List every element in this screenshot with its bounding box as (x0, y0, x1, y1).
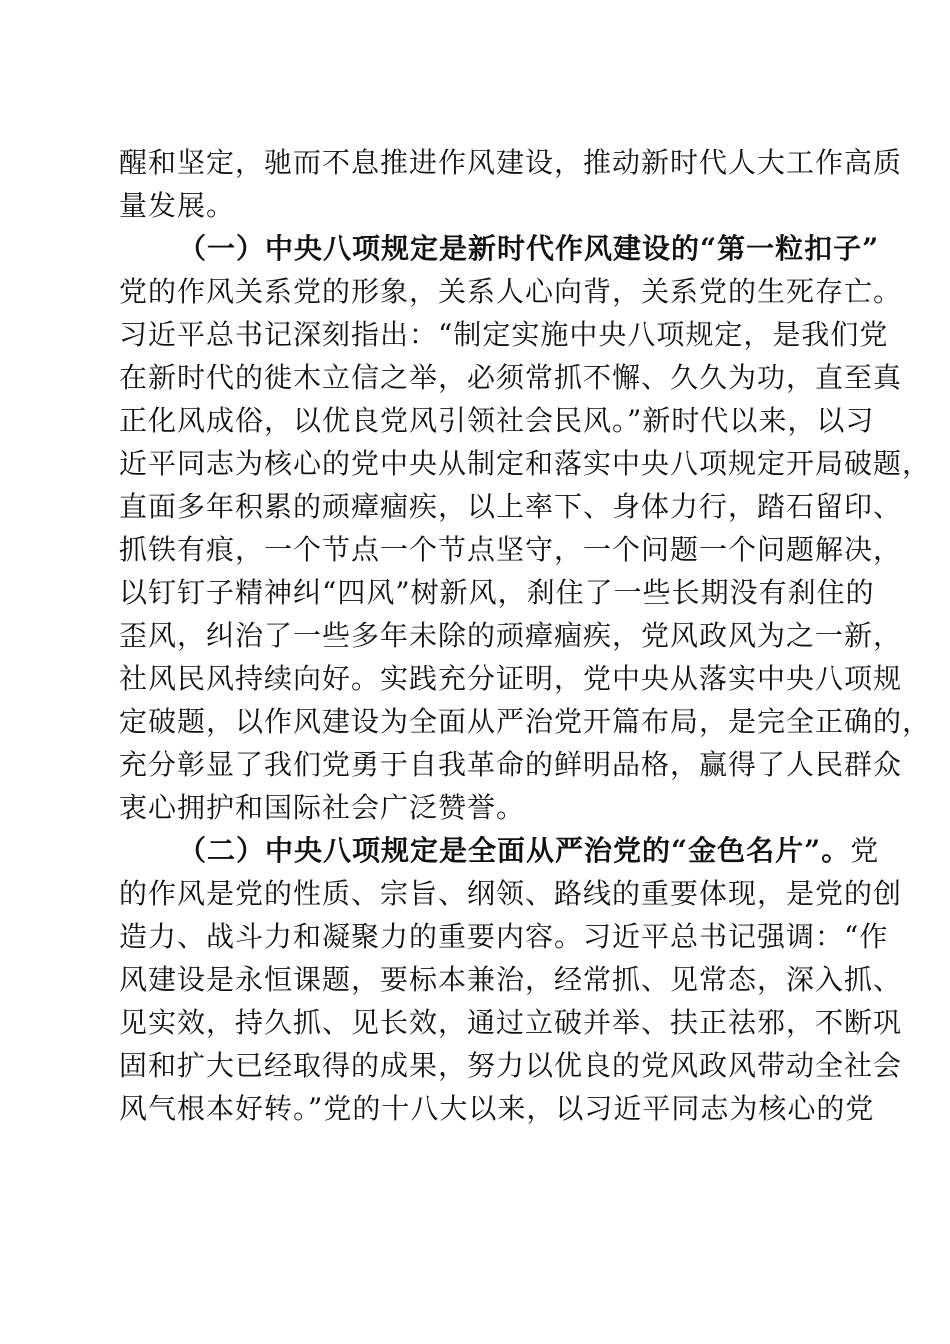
paragraph-line: 抓铁有痕，一个节点一个节点坚守，一个问题一个问题解决， (119, 533, 903, 566)
paragraph-line: 醒和坚定，驰而不息推进作风建设，推动新时代人大工作高质 (119, 146, 903, 179)
paragraph-line: 固和扩大已经取得的成果，努力以优良的党风政风带动全社会 (119, 1049, 903, 1082)
section-heading-2: （二）中央八项规定是全面从严治党的“金色名片”。 (178, 834, 851, 867)
paragraph-line: 直面多年积累的顽瘴痼疾，以上率下、身体力行，踏石留印、 (119, 490, 903, 523)
paragraph-line: 在新时代的徙木立信之举，必须常抓不懈、久久为功，直至真 (119, 361, 903, 394)
paragraph-line: 定破题，以作风建设为全面从严治党开篇布局，是完全正确的， (119, 705, 932, 738)
paragraph-line: 以钉钉子精神纠“四风”树新风，刹住了一些长期没有刹住的 (119, 576, 875, 609)
paragraph-line: 见实效，持久抓、见长效，通过立破并举、扶正祛邪，不断巩 (119, 1006, 903, 1039)
paragraph-start: 党 (850, 834, 880, 867)
paragraph-line: 近平同志为核心的党中央从制定和落实中央八项规定开局破题， (119, 447, 932, 480)
paragraph-line: 党的作风关系党的形象，关系人心向背，关系党的生死存亡。 (119, 275, 903, 308)
section-heading-1: （一）中央八项规定是新时代作风建设的“第一粒扣子” (178, 232, 880, 265)
section-heading-2-line (178, 831, 879, 871)
paragraph-line: 风建设是永恒课题，要标本兼治，经常抓、见常态，深入抓、 (119, 963, 903, 996)
paragraph-line: 衷心拥护和国际社会广泛赞誉。 (119, 791, 526, 824)
paragraph-line: 习近平总书记深刻指出：“制定实施中央八项规定，是我们党 (119, 318, 889, 351)
paragraph-line: 正化风成俗，以优良党风引领社会民风。”新时代以来，以习 (119, 404, 875, 437)
paragraph-line: 量发展。 (119, 189, 236, 222)
paragraph-line: 风气根本好转。”党的十八大以来，以习近平同志为核心的党 (119, 1092, 875, 1125)
paragraph-line: 歪风，纠治了一些多年未除的顽瘴痼疾，党风政风为之一新， (119, 619, 903, 652)
paragraph-line: 社风民风持续向好。实践充分证明，党中央从落实中央八项规 (119, 662, 903, 695)
paragraph-line: 造力、战斗力和凝聚力的重要内容。习近平总书记强调：“作 (119, 920, 889, 953)
paragraph-line: 充分彰显了我们党勇于自我革命的鲜明品格，赢得了人民群众 (119, 748, 903, 781)
paragraph-line: 的作风是党的性质、宗旨、纲领、路线的重要体现，是党的创 (119, 877, 903, 910)
